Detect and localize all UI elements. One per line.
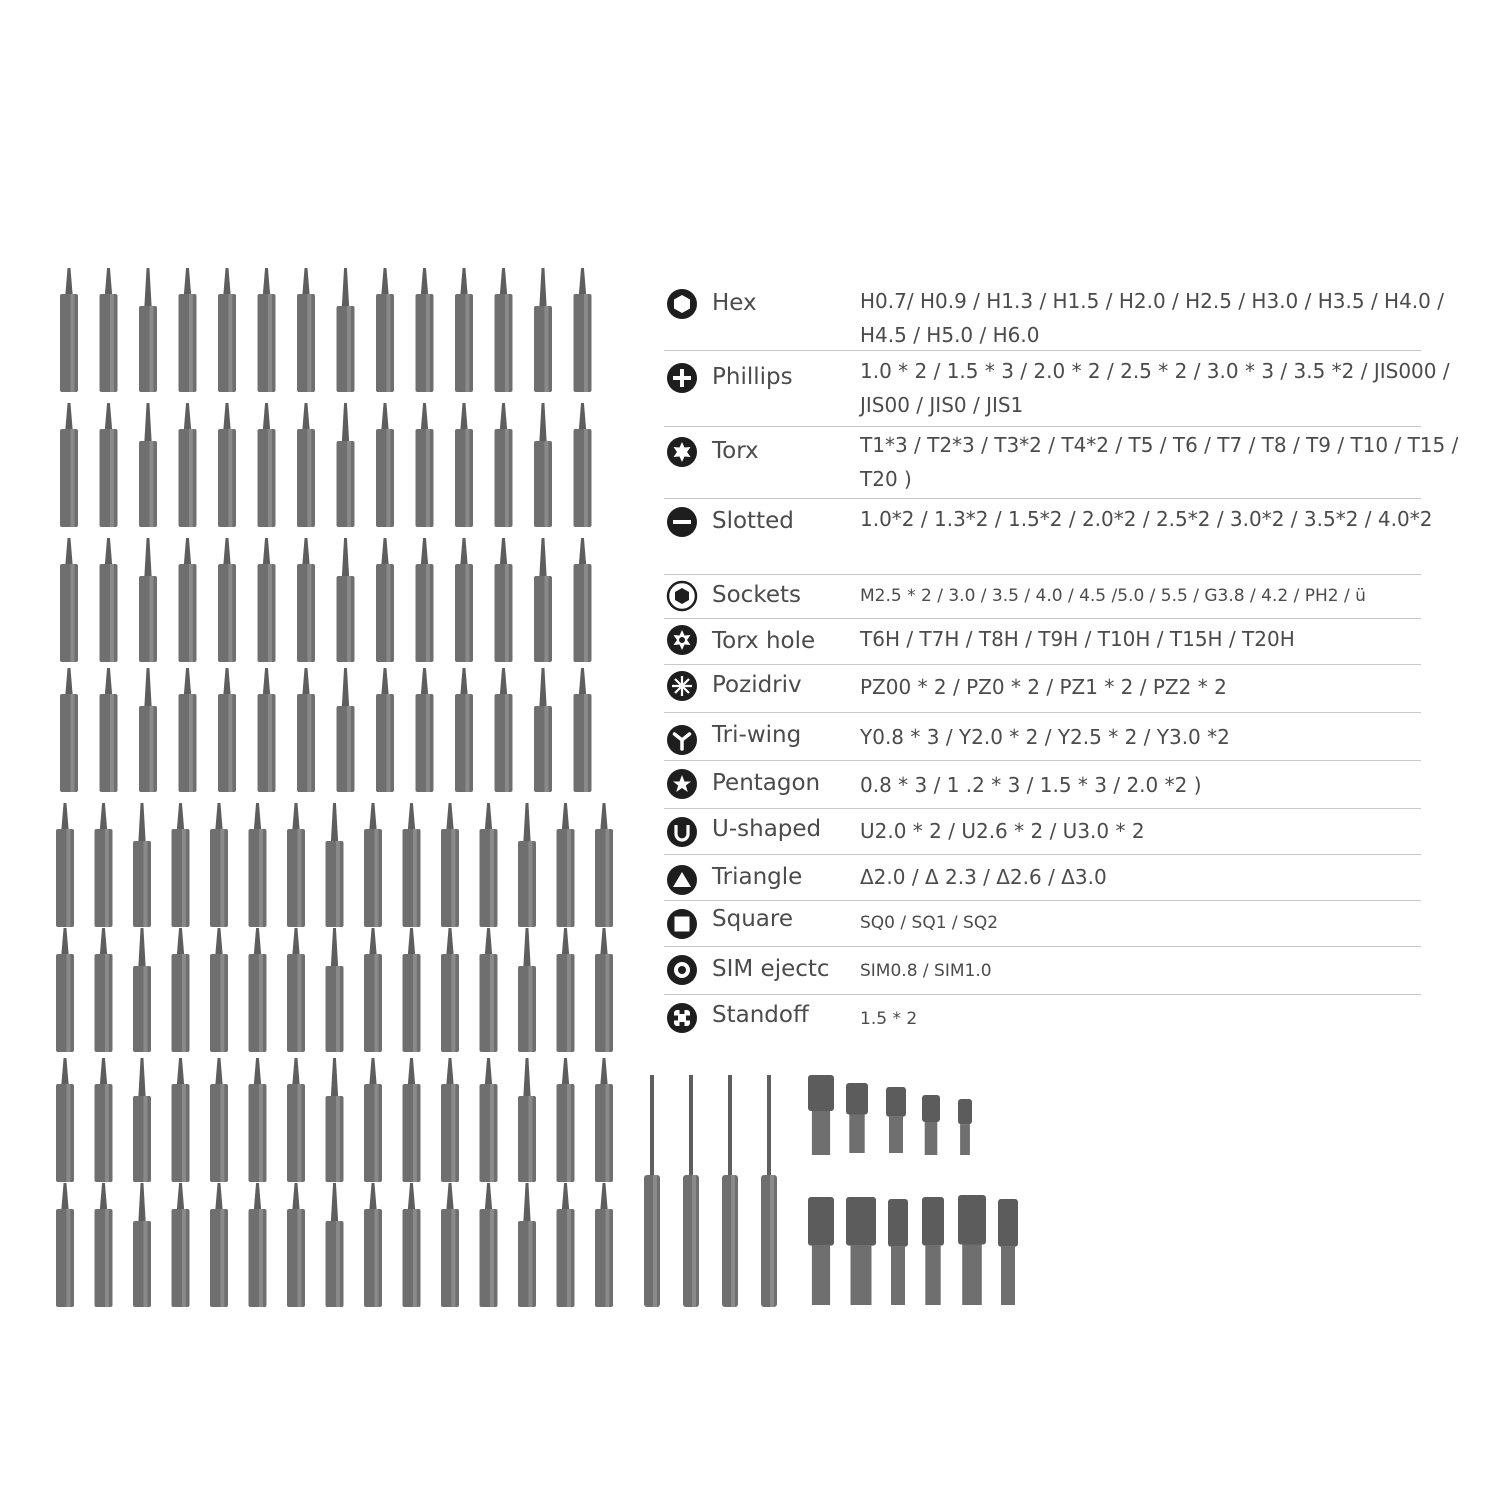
spec-row-slotted [664, 500, 1433, 575]
screwdriver-bit [95, 1058, 113, 1182]
screwdriver-bit [56, 1058, 74, 1182]
screwdriver-bit [249, 803, 267, 927]
screwdriver-bit [100, 403, 118, 527]
socket-bit [922, 1197, 944, 1305]
spec-name: Square [712, 906, 793, 932]
screwdriver-bit [210, 1058, 228, 1182]
spec-name: Torx hole [712, 628, 816, 654]
screwdriver-bit [364, 1183, 382, 1307]
screwdriver-bit [60, 668, 78, 792]
torx-hole-icon [666, 624, 698, 656]
screwdriver-bit [364, 1058, 382, 1182]
spec-name: Slotted [712, 508, 794, 534]
spec-values: PZ00 * 2 / PZ0 * 2 / PZ1 * 2 / PZ2 * 2 [860, 675, 1227, 699]
screwdriver-bit [376, 268, 394, 392]
screwdriver-bit [172, 1058, 190, 1182]
screwdriver-bit [557, 928, 575, 1052]
screwdriver-bit [574, 268, 592, 392]
spec-row-phillips [664, 352, 1450, 427]
screwdriver-bit [326, 928, 344, 1052]
spec-values: 0.8 * 3 / 1 .2 * 3 / 1.5 * 3 / 2.0 *2 ) [860, 773, 1202, 797]
screwdriver-bit [364, 928, 382, 1052]
spec-values: 1.0 * 2 / 1.5 * 3 / 2.0 * 2 / 2.5 * 2 / 3.0 * 3 / 3.5 *2 / JIS000 / JIS00 / JIS0 / JIS1 [860, 359, 1450, 417]
spec-values: M2.5 * 2 / 3.0 / 3.5 / 4.0 / 4.5 /5.0 / 5.5 / G3.8 / 4.2 / PH2 / ü [860, 586, 1366, 606]
screwdriver-bit [416, 538, 434, 662]
screwdriver-bit [534, 538, 552, 662]
spec-name: Pozidriv [712, 672, 802, 698]
screwdriver-bit [441, 928, 459, 1052]
screwdriver-bit [218, 538, 236, 662]
screwdriver-bit [60, 268, 78, 392]
screwdriver-bit [139, 538, 157, 662]
screwdriver-bit [480, 803, 498, 927]
screwdriver-bit [337, 403, 355, 527]
spec-values: U2.0 * 2 / U2.6 * 2 / U3.0 * 2 [860, 819, 1145, 843]
screwdriver-bit [258, 403, 276, 527]
triangle-icon [666, 864, 698, 896]
spec-row-torx-hole [664, 620, 1421, 665]
screwdriver-bit [139, 268, 157, 392]
screwdriver-bit [441, 803, 459, 927]
screwdriver-bit [133, 928, 151, 1052]
screwdriver-bit [441, 1183, 459, 1307]
socket-bit [808, 1075, 834, 1155]
screwdriver-bit [258, 268, 276, 392]
precision-drivers-illustration [630, 1065, 810, 1315]
screwdriver-bit [574, 403, 592, 527]
screwdriver-bit [249, 1183, 267, 1307]
spec-name: Torx [712, 438, 759, 464]
screwdriver-bit [534, 668, 552, 792]
screwdriver-bit [595, 1058, 613, 1182]
bits-grid-svg [40, 260, 630, 1320]
screwdriver-bit [179, 403, 197, 527]
spec-values: T1*3 / T2*3 / T3*2 / T4*2 / T5 / T6 / T7 / T8 / T9 / T10 / T15 / T20 ) [860, 433, 1459, 491]
screwdriver-bit [133, 803, 151, 927]
screwdriver-bit [297, 403, 315, 527]
sockets-illustration [800, 1075, 1030, 1315]
standoff-icon [666, 1002, 698, 1034]
precision-driver [761, 1075, 777, 1307]
screwdriver-bit [495, 268, 513, 392]
spec-values: T6H / T7H / T8H / T9H / T10H / T15H / T20H [860, 627, 1295, 651]
screwdriver-bit [595, 1183, 613, 1307]
spec-row-triangle [664, 856, 1421, 901]
socket-bit [886, 1087, 906, 1153]
spec-name: U-shaped [712, 816, 822, 842]
screwdriver-bit [133, 1183, 151, 1307]
screwdriver-bit [518, 803, 536, 927]
screwdriver-bit [337, 668, 355, 792]
spec-row-pozidriv [664, 666, 1421, 713]
socket-icon [666, 580, 698, 612]
screwdriver-bit [210, 928, 228, 1052]
screwdriver-bit [100, 668, 118, 792]
screwdriver-bit [95, 1183, 113, 1307]
spec-name: Sockets [712, 582, 801, 608]
screwdriver-bit [60, 538, 78, 662]
screwdriver-bit [557, 803, 575, 927]
screwdriver-bit [56, 1183, 74, 1307]
spec-row-square [664, 902, 1421, 947]
spec-row-u-shaped [664, 810, 1421, 855]
spec-name: Standoff [712, 1002, 809, 1028]
screwdriver-bit [172, 928, 190, 1052]
spec-name: SIM ejectc [712, 956, 830, 982]
screwdriver-bit [455, 538, 473, 662]
screwdriver-bit [557, 1183, 575, 1307]
screwdriver-bit [441, 1058, 459, 1182]
screwdriver-bit [376, 538, 394, 662]
screwdriver-bit [416, 268, 434, 392]
screwdriver-bit [56, 928, 74, 1052]
screwdriver-bit [455, 668, 473, 792]
screwdriver-bit [403, 1183, 421, 1307]
screwdriver-bit [574, 538, 592, 662]
screwdriver-bit [95, 928, 113, 1052]
screwdriver-bit [518, 928, 536, 1052]
screwdriver-bit [337, 268, 355, 392]
precision-driver [722, 1075, 738, 1307]
screwdriver-bit [495, 668, 513, 792]
screwdriver-bit [139, 403, 157, 527]
screwdriver-bit [179, 668, 197, 792]
screwdriver-bit [376, 403, 394, 527]
phillips-icon [666, 362, 698, 394]
spec-values: SQ0 / SQ1 / SQ2 [860, 913, 999, 933]
screwdriver-bit [95, 803, 113, 927]
screwdriver-bit [574, 668, 592, 792]
screwdriver-bit [249, 928, 267, 1052]
precision-drivers-svg [630, 1065, 810, 1315]
screwdriver-bit [480, 928, 498, 1052]
spec-name: Pentagon [712, 770, 821, 796]
socket-bit [846, 1197, 876, 1305]
spec-name: Hex [712, 290, 757, 316]
spec-name: Triangle [712, 864, 803, 890]
spec-name: Tri-wing [712, 722, 802, 748]
screwdriver-bit [179, 538, 197, 662]
screwdriver-bit [376, 668, 394, 792]
screwdriver-bit [249, 1058, 267, 1182]
screwdriver-bit [56, 803, 74, 927]
screwdriver-bit [287, 1183, 305, 1307]
spec-values: 1.0*2 / 1.3*2 / 1.5*2 / 2.0*2 / 2.5*2 / 3.0*2 / 3.5*2 / 4.0*2 [860, 507, 1433, 531]
socket-bit [846, 1083, 868, 1153]
screwdriver-bit [258, 538, 276, 662]
screwdriver-bit [337, 538, 355, 662]
socket-bit [808, 1197, 834, 1305]
socket-bit [888, 1199, 908, 1305]
screwdriver-bit [557, 1058, 575, 1182]
screwdriver-bit [210, 803, 228, 927]
screwdriver-bit [416, 403, 434, 527]
screwdriver-bit [403, 928, 421, 1052]
screwdriver-bit [218, 668, 236, 792]
socket-bit [958, 1099, 972, 1155]
spec-values: 1.5 * 2 [860, 1009, 918, 1029]
screwdriver-bit [258, 668, 276, 792]
screwdriver-bit [480, 1183, 498, 1307]
screwdriver-bit [326, 1058, 344, 1182]
spec-row-sockets [664, 576, 1421, 619]
screwdriver-bit [518, 1058, 536, 1182]
screwdriver-bit [326, 803, 344, 927]
pentagon-icon [666, 768, 698, 800]
screwdriver-bit [480, 1058, 498, 1182]
screwdriver-bit [172, 803, 190, 927]
screwdriver-bit [210, 1183, 228, 1307]
screwdriver-bit [326, 1183, 344, 1307]
spec-row-sim-eject [664, 948, 1421, 995]
screwdriver-bit [455, 403, 473, 527]
precision-driver [644, 1075, 660, 1307]
screwdriver-bit [60, 403, 78, 527]
spec-row-tri-wing [664, 714, 1421, 761]
screwdriver-bit [297, 268, 315, 392]
screwdriver-bit [595, 803, 613, 927]
spec-row-pentagon [664, 762, 1421, 809]
bits-grid-illustration [40, 260, 630, 1320]
square-icon [666, 908, 698, 940]
screwdriver-bit [218, 268, 236, 392]
hex-icon [666, 288, 698, 320]
screwdriver-bit [139, 668, 157, 792]
screwdriver-bit [100, 538, 118, 662]
spec-row-torx [664, 428, 1459, 499]
screwdriver-bit [403, 1058, 421, 1182]
socket-bit [922, 1095, 940, 1155]
spec-row-standoff [664, 996, 1421, 1042]
screwdriver-bit [297, 538, 315, 662]
spec-row-hex [664, 282, 1444, 351]
socket-bit [958, 1195, 986, 1305]
spec-values: H0.7/ H0.9 / H1.3 / H1.5 / H2.0 / H2.5 / H3.0 / H3.5 / H4.0 / H4.5 / H5.0 / H6.0 [860, 289, 1444, 347]
screwdriver-bit [172, 1183, 190, 1307]
u-shaped-icon [666, 816, 698, 848]
screwdriver-bit [534, 268, 552, 392]
screwdriver-bit [455, 268, 473, 392]
screwdriver-bit [403, 803, 421, 927]
screwdriver-bit [364, 803, 382, 927]
spec-name: Phillips [712, 364, 793, 390]
spec-values: SIM0.8 / SIM1.0 [860, 961, 992, 981]
screwdriver-bit [218, 403, 236, 527]
tri-wing-icon [666, 724, 698, 756]
screwdriver-bit [133, 1058, 151, 1182]
screwdriver-bit [100, 268, 118, 392]
torx-icon [666, 436, 698, 468]
screwdriver-bit [179, 268, 197, 392]
screwdriver-bit [297, 668, 315, 792]
screwdriver-bit [534, 403, 552, 527]
screwdriver-bit [287, 1058, 305, 1182]
spec-values: Y0.8 * 3 / Y2.0 * 2 / Y2.5 * 2 / Y3.0 *2 [860, 725, 1230, 749]
screwdriver-bit [416, 668, 434, 792]
screwdriver-bit [287, 928, 305, 1052]
spec-values: Δ2.0 / Δ 2.3 / Δ2.6 / Δ3.0 [860, 865, 1107, 889]
screwdriver-bit [595, 928, 613, 1052]
sim-eject-icon [666, 954, 698, 986]
sockets-svg [800, 1075, 1030, 1315]
screwdriver-bit [495, 538, 513, 662]
socket-bit [998, 1199, 1018, 1305]
screwdriver-bit [287, 803, 305, 927]
precision-driver [683, 1075, 699, 1307]
slotted-icon [666, 506, 698, 538]
screwdriver-bit [518, 1183, 536, 1307]
pozidriv-icon [666, 670, 698, 702]
screwdriver-bit [495, 403, 513, 527]
